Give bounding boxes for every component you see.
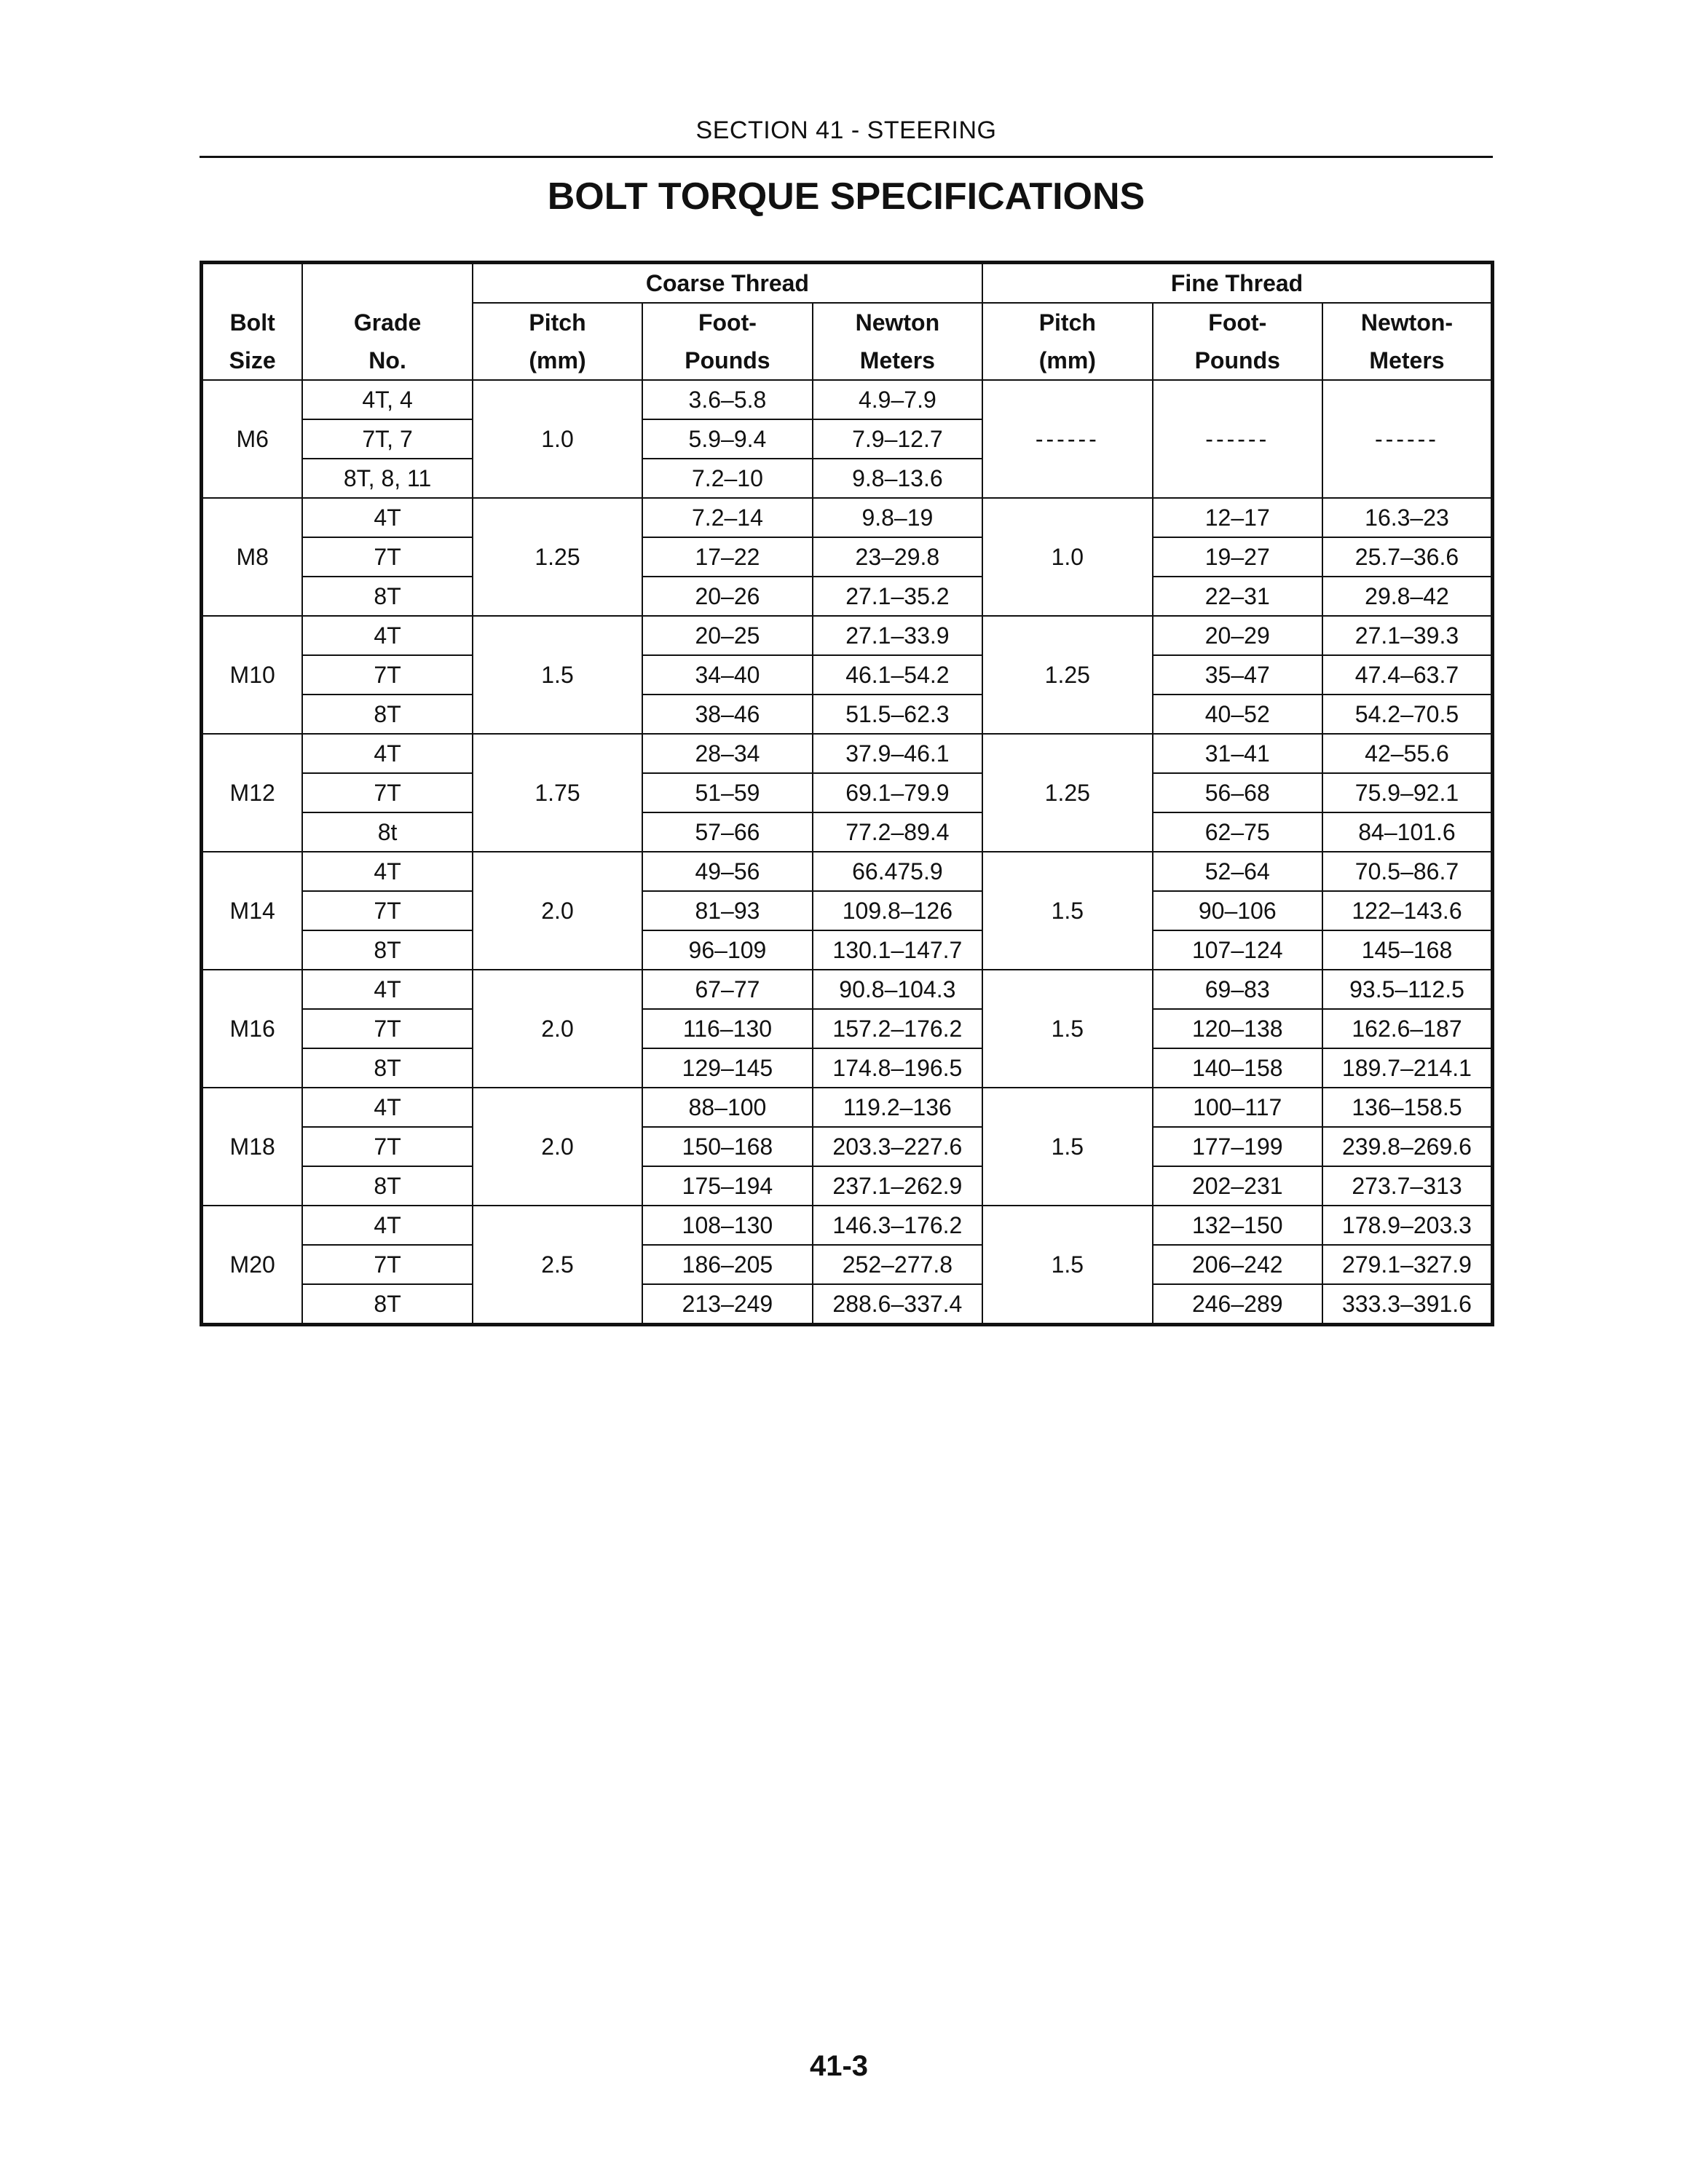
fine-pitch-cell: 1.5	[982, 1088, 1152, 1206]
coarse-foot-pounds-cell: 57–66	[642, 812, 812, 852]
fine-newton-meters-cell: 145–168	[1322, 930, 1493, 970]
table-row	[202, 1245, 1493, 1284]
fine-newton-meters-cell: 279.1–327.9	[1322, 1245, 1493, 1284]
table-row	[202, 695, 1493, 734]
grade-cell: 8T	[302, 1166, 472, 1206]
table-row	[202, 812, 1493, 852]
table-row	[202, 537, 1493, 577]
table-row	[202, 734, 1493, 773]
coarse-pitch-cell: 1.25	[473, 498, 642, 616]
fine-newton-meters-cell: 54.2–70.5	[1322, 695, 1493, 734]
coarse-foot-pounds-cell: 81–93	[642, 891, 812, 930]
coarse-foot-pounds-cell: 3.6–5.8	[642, 380, 812, 419]
header-fine-thread: Fine Thread	[982, 263, 1492, 304]
fine-foot-pounds-cell: 132–150	[1153, 1206, 1322, 1245]
table-row	[202, 616, 1493, 655]
coarse-newton-meters-cell: 146.3–176.2	[813, 1206, 982, 1245]
fine-foot-pounds-cell: ------	[1153, 380, 1322, 498]
header-grade-line1: Grade	[302, 303, 472, 341]
bolt-size-cell: M10	[202, 616, 303, 734]
coarse-foot-pounds-cell: 150–168	[642, 1127, 812, 1166]
table-row	[202, 1009, 1493, 1048]
fine-newton-meters-cell: 136–158.5	[1322, 1088, 1493, 1127]
coarse-newton-meters-cell: 66.475.9	[813, 852, 982, 891]
grade-cell: 8t	[302, 812, 472, 852]
coarse-newton-meters-cell: 174.8–196.5	[813, 1048, 982, 1088]
fine-newton-meters-cell: 27.1–39.3	[1322, 616, 1493, 655]
coarse-newton-meters-cell: 130.1–147.7	[813, 930, 982, 970]
coarse-newton-meters-cell: 77.2–89.4	[813, 812, 982, 852]
fine-pitch-cell: 1.25	[982, 616, 1152, 734]
fine-foot-pounds-cell: 56–68	[1153, 773, 1322, 812]
table-row	[202, 655, 1493, 695]
fine-newton-meters-cell: 75.9–92.1	[1322, 773, 1493, 812]
coarse-foot-pounds-cell: 213–249	[642, 1284, 812, 1325]
grade-cell: 8T	[302, 695, 472, 734]
fine-newton-meters-cell: 84–101.6	[1322, 812, 1493, 852]
coarse-newton-meters-cell: 252–277.8	[813, 1245, 982, 1284]
fine-newton-meters-cell: 178.9–203.3	[1322, 1206, 1493, 1245]
coarse-foot-pounds-cell: 129–145	[642, 1048, 812, 1088]
fine-pitch-cell: 1.0	[982, 498, 1152, 616]
fine-foot-pounds-cell: 206–242	[1153, 1245, 1322, 1284]
fine-newton-meters-cell: 189.7–214.1	[1322, 1048, 1493, 1088]
coarse-newton-meters-cell: 27.1–33.9	[813, 616, 982, 655]
fine-foot-pounds-cell: 12–17	[1153, 498, 1322, 537]
header-divider	[200, 156, 1493, 158]
fine-foot-pounds-cell: 246–289	[1153, 1284, 1322, 1325]
coarse-newton-meters-cell: 37.9–46.1	[813, 734, 982, 773]
coarse-newton-meters-cell: 4.9–7.9	[813, 380, 982, 419]
header-fine-newton-line1: Newton-	[1322, 303, 1493, 341]
coarse-newton-meters-cell: 109.8–126	[813, 891, 982, 930]
page-title: BOLT TORQUE SPECIFICATIONS	[547, 175, 1145, 218]
table-row	[202, 380, 1493, 419]
bolt-size-cell: M14	[202, 852, 303, 970]
grade-cell: 7T	[302, 891, 472, 930]
coarse-newton-meters-cell: 7.9–12.7	[813, 419, 982, 459]
coarse-newton-meters-cell: 51.5–62.3	[813, 695, 982, 734]
fine-pitch-cell: 1.5	[982, 970, 1152, 1088]
header-row-labels-2	[202, 341, 1493, 380]
table-row	[202, 852, 1493, 891]
grade-cell: 7T	[302, 773, 472, 812]
coarse-newton-meters-cell: 46.1–54.2	[813, 655, 982, 695]
header-fine-foot-line2: Pounds	[1153, 341, 1322, 380]
header-coarse-newton-line2: Meters	[813, 341, 982, 380]
fine-newton-meters-cell: 122–143.6	[1322, 891, 1493, 930]
coarse-foot-pounds-cell: 7.2–14	[642, 498, 812, 537]
grade-cell: 4T	[302, 616, 472, 655]
coarse-foot-pounds-cell: 20–25	[642, 616, 812, 655]
grade-cell: 7T	[302, 537, 472, 577]
fine-foot-pounds-cell: 107–124	[1153, 930, 1322, 970]
grade-cell: 8T	[302, 930, 472, 970]
coarse-pitch-cell: 1.5	[473, 616, 642, 734]
section-header: SECTION 41 - STEERING	[695, 116, 997, 144]
table-row	[202, 1048, 1493, 1088]
fine-foot-pounds-cell: 31–41	[1153, 734, 1322, 773]
header-coarse-thread: Coarse Thread	[473, 263, 982, 304]
coarse-newton-meters-cell: 23–29.8	[813, 537, 982, 577]
header-coarse-pitch-line2: (mm)	[473, 341, 642, 380]
fine-newton-meters-cell: 25.7–36.6	[1322, 537, 1493, 577]
bolt-size-cell: M8	[202, 498, 303, 616]
coarse-foot-pounds-cell: 88–100	[642, 1088, 812, 1127]
coarse-foot-pounds-cell: 5.9–9.4	[642, 419, 812, 459]
header-grade-spacer	[302, 263, 472, 304]
table-row	[202, 498, 1493, 537]
fine-foot-pounds-cell: 90–106	[1153, 891, 1322, 930]
header-bolt-line1: Bolt	[202, 303, 303, 341]
fine-foot-pounds-cell: 20–29	[1153, 616, 1322, 655]
coarse-foot-pounds-cell: 67–77	[642, 970, 812, 1009]
fine-newton-meters-cell: 239.8–269.6	[1322, 1127, 1493, 1166]
fine-pitch-cell: 1.25	[982, 734, 1152, 852]
table-body	[202, 380, 1493, 1325]
fine-newton-meters-cell: 333.3–391.6	[1322, 1284, 1493, 1325]
page-number: 41-3	[809, 2050, 869, 2082]
fine-foot-pounds-cell: 40–52	[1153, 695, 1322, 734]
header-row-labels-1	[202, 303, 1493, 341]
grade-cell: 4T	[302, 852, 472, 891]
coarse-newton-meters-cell: 237.1–262.9	[813, 1166, 982, 1206]
header-fine-foot-line1: Foot-	[1153, 303, 1322, 341]
header-coarse-newton-line1: Newton	[813, 303, 982, 341]
header-bolt-line2: Size	[202, 341, 303, 380]
table-row	[202, 1088, 1493, 1127]
coarse-foot-pounds-cell: 175–194	[642, 1166, 812, 1206]
coarse-newton-meters-cell: 27.1–35.2	[813, 577, 982, 616]
table-row	[202, 891, 1493, 930]
fine-newton-meters-cell: 29.8–42	[1322, 577, 1493, 616]
table-row	[202, 1166, 1493, 1206]
coarse-newton-meters-cell: 119.2–136	[813, 1088, 982, 1127]
coarse-foot-pounds-cell: 7.2–10	[642, 459, 812, 498]
grade-cell: 8T, 8, 11	[302, 459, 472, 498]
table-row	[202, 930, 1493, 970]
table-header	[202, 263, 1493, 381]
fine-newton-meters-cell: 273.7–313	[1322, 1166, 1493, 1206]
coarse-foot-pounds-cell: 96–109	[642, 930, 812, 970]
header-coarse-foot-line1: Foot-	[642, 303, 812, 341]
coarse-foot-pounds-cell: 34–40	[642, 655, 812, 695]
grade-cell: 7T, 7	[302, 419, 472, 459]
fine-foot-pounds-cell: 22–31	[1153, 577, 1322, 616]
fine-foot-pounds-cell: 62–75	[1153, 812, 1322, 852]
fine-newton-meters-cell: 47.4–63.7	[1322, 655, 1493, 695]
coarse-newton-meters-cell: 203.3–227.6	[813, 1127, 982, 1166]
fine-foot-pounds-cell: 202–231	[1153, 1166, 1322, 1206]
table-row	[202, 1284, 1493, 1325]
grade-cell: 4T	[302, 734, 472, 773]
bolt-size-cell: M6	[202, 380, 303, 498]
fine-newton-meters-cell: 162.6–187	[1322, 1009, 1493, 1048]
bolt-torque-table	[200, 261, 1494, 1326]
coarse-foot-pounds-cell: 20–26	[642, 577, 812, 616]
coarse-foot-pounds-cell: 17–22	[642, 537, 812, 577]
coarse-foot-pounds-cell: 51–59	[642, 773, 812, 812]
coarse-foot-pounds-cell: 38–46	[642, 695, 812, 734]
fine-foot-pounds-cell: 52–64	[1153, 852, 1322, 891]
grade-cell: 4T	[302, 1088, 472, 1127]
coarse-newton-meters-cell: 90.8–104.3	[813, 970, 982, 1009]
coarse-pitch-cell: 2.0	[473, 852, 642, 970]
grade-cell: 4T, 4	[302, 380, 472, 419]
grade-cell: 7T	[302, 1127, 472, 1166]
fine-newton-meters-cell: 42–55.6	[1322, 734, 1493, 773]
fine-newton-meters-cell: 70.5–86.7	[1322, 852, 1493, 891]
fine-foot-pounds-cell: 100–117	[1153, 1088, 1322, 1127]
coarse-newton-meters-cell: 9.8–19	[813, 498, 982, 537]
table-row	[202, 1206, 1493, 1245]
header-fine-pitch-line2: (mm)	[982, 341, 1152, 380]
coarse-pitch-cell: 2.5	[473, 1206, 642, 1325]
grade-cell: 4T	[302, 498, 472, 537]
fine-newton-meters-cell: ------	[1322, 380, 1493, 498]
coarse-pitch-cell: 2.0	[473, 970, 642, 1088]
header-fine-pitch-line1: Pitch	[982, 303, 1152, 341]
grade-cell: 4T	[302, 1206, 472, 1245]
coarse-foot-pounds-cell: 49–56	[642, 852, 812, 891]
header-coarse-foot-line2: Pounds	[642, 341, 812, 380]
fine-newton-meters-cell: 93.5–112.5	[1322, 970, 1493, 1009]
table-row	[202, 970, 1493, 1009]
grade-cell: 4T	[302, 970, 472, 1009]
grade-cell: 8T	[302, 1284, 472, 1325]
header-grade-line2: No.	[302, 341, 472, 380]
coarse-newton-meters-cell: 69.1–79.9	[813, 773, 982, 812]
table-row	[202, 577, 1493, 616]
fine-foot-pounds-cell: 140–158	[1153, 1048, 1322, 1088]
fine-pitch-cell: ------	[982, 380, 1152, 498]
coarse-pitch-cell: 1.0	[473, 380, 642, 498]
coarse-newton-meters-cell: 157.2–176.2	[813, 1009, 982, 1048]
fine-newton-meters-cell: 16.3–23	[1322, 498, 1493, 537]
fine-foot-pounds-cell: 177–199	[1153, 1127, 1322, 1166]
coarse-foot-pounds-cell: 108–130	[642, 1206, 812, 1245]
coarse-pitch-cell: 1.75	[473, 734, 642, 852]
grade-cell: 7T	[302, 655, 472, 695]
header-bolt-spacer	[202, 263, 303, 304]
grade-cell: 8T	[302, 1048, 472, 1088]
bolt-size-cell: M18	[202, 1088, 303, 1206]
fine-pitch-cell: 1.5	[982, 852, 1152, 970]
fine-foot-pounds-cell: 35–47	[1153, 655, 1322, 695]
coarse-pitch-cell: 2.0	[473, 1088, 642, 1206]
coarse-foot-pounds-cell: 186–205	[642, 1245, 812, 1284]
fine-foot-pounds-cell: 19–27	[1153, 537, 1322, 577]
fine-foot-pounds-cell: 120–138	[1153, 1009, 1322, 1048]
bolt-size-cell: M16	[202, 970, 303, 1088]
header-fine-newton-line2: Meters	[1322, 341, 1493, 380]
coarse-newton-meters-cell: 9.8–13.6	[813, 459, 982, 498]
coarse-newton-meters-cell: 288.6–337.4	[813, 1284, 982, 1325]
coarse-foot-pounds-cell: 28–34	[642, 734, 812, 773]
header-coarse-pitch-line1: Pitch	[473, 303, 642, 341]
header-row-groups	[202, 263, 1493, 304]
grade-cell: 8T	[302, 577, 472, 616]
coarse-foot-pounds-cell: 116–130	[642, 1009, 812, 1048]
table-row	[202, 773, 1493, 812]
grade-cell: 7T	[302, 1245, 472, 1284]
bolt-size-cell: M12	[202, 734, 303, 852]
fine-foot-pounds-cell: 69–83	[1153, 970, 1322, 1009]
fine-pitch-cell: 1.5	[982, 1206, 1152, 1325]
table-row	[202, 1127, 1493, 1166]
bolt-size-cell: M20	[202, 1206, 303, 1325]
grade-cell: 7T	[302, 1009, 472, 1048]
